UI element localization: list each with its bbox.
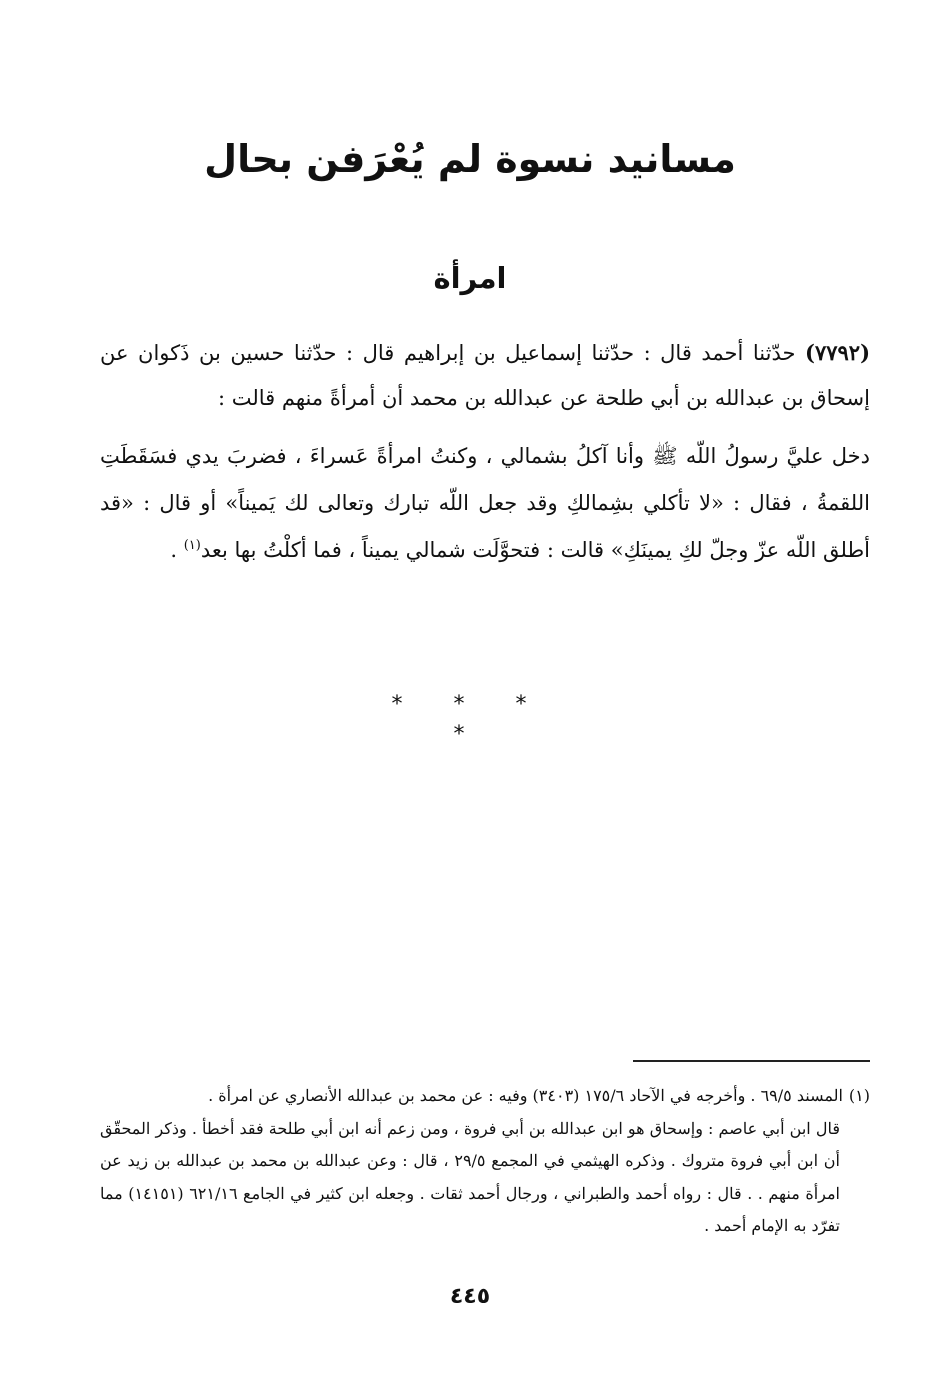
chapter-title: مسانيد نسوة لم يُعْرَفن بحال xyxy=(204,137,736,181)
footnote-divider xyxy=(633,1060,870,1062)
section-separator: * * * * xyxy=(391,692,549,747)
footnote-number: (١) xyxy=(848,1086,870,1105)
footnote-reference[interactable]: (١) xyxy=(183,538,201,553)
isnad-text: حدّثنا أحمد قال : حدّثنا إسماعيل بن إبراهيم قال : حدّثنا حسين بن ذَكوان عن إسحاق بن عبدالله بن أبي طلحة عن عبدالله بن محمد أن أمرأةً منهم قالت : xyxy=(100,341,870,410)
footnote-1 xyxy=(100,1080,870,1243)
matn-end: . xyxy=(170,538,184,562)
footnote-first-line: المسند ٦٩/٥ . وأخرجه في الآحاد ١٧٥/٦ (٣٤٠٣) وفيه : عن محمد بن عبدالله الأنصاري عن امرأة . xyxy=(208,1086,843,1105)
hadith-matn xyxy=(100,433,870,574)
page-number: ٤٤٥ xyxy=(449,1284,491,1309)
hadith-isnad xyxy=(100,330,870,421)
hadith-number: (٧٧٩٢) xyxy=(805,340,870,365)
footnote-continuation: قال ابن أبي عاصم : وإسحاق هو ابن عبدالله بن أبي فروة ، ومن زعم أنه ابن أبي طلحة فقد أخطأ . وذكر المحقّق أن ابن أبي فروة متروك . وذكره الهيثمي في المجمع ٢٩/٥ ، قال : وعن عبدالله بن محمد بن عبدالله بن زيد عن امرأة منهم . . قال : رواه أحمد والطبراني ، ورجال أحمد ثقات . وجعله ابن كثير في الجامع ٦٢١/١٦ (١٤١٥١) مما تفرّد به الإمام أحمد . xyxy=(100,1118,841,1235)
matn-text: دخل عليَّ رسولُ اللّه ﷺ وأنا آكلُ بشمالي ، وكنتُ امرأةً عَسراءَ ، فضربَ يدي فسَقَطَتِ اللقمةُ ، فقال : «لا تأكلي بشِمالكِ وقد جعل اللّه تبارك وتعالى لك يَميناً» أو قال : «قد أطلق اللّه عزّ وجلّ لكِ يمينَكِ» قالت : فتحوَّلَت شمالي يميناً ، فما أكلْتُ بها بعد xyxy=(100,444,870,562)
section-title: امرأة xyxy=(433,261,507,295)
